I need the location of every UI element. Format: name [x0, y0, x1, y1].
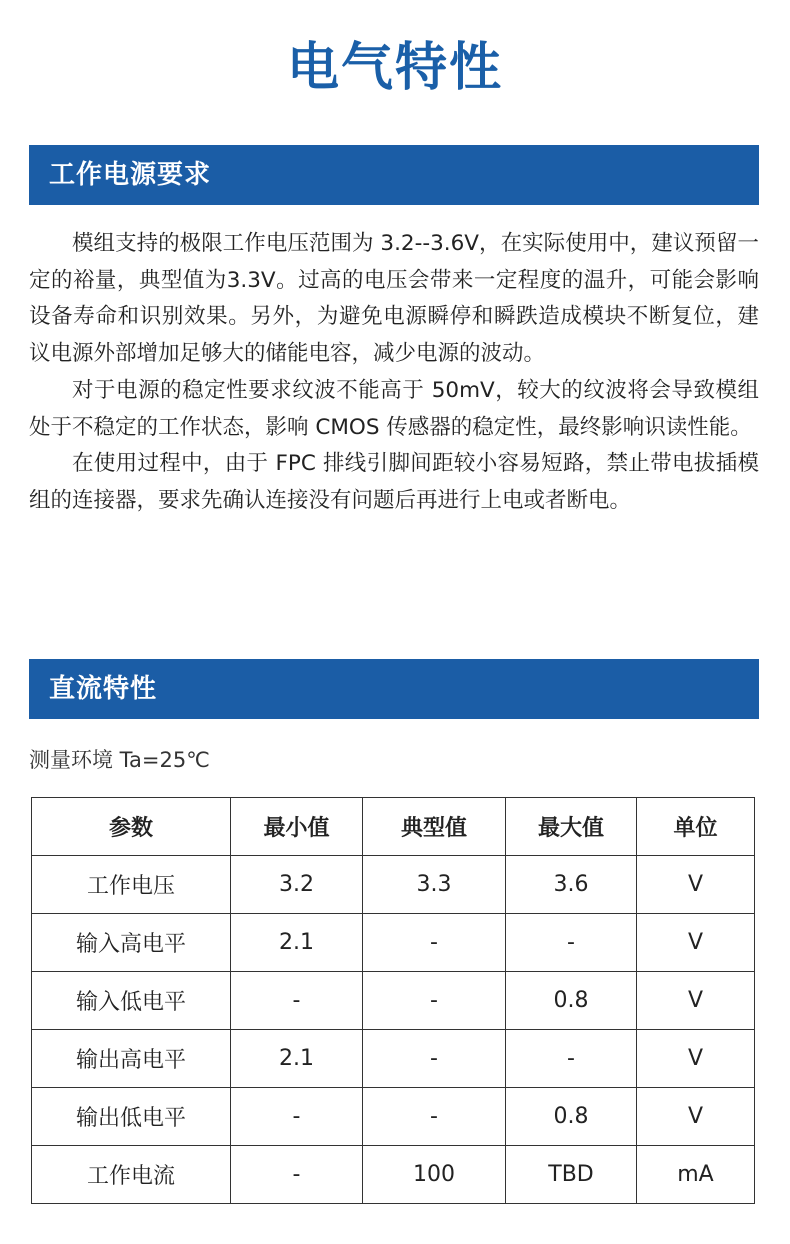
cell-min: 2.1: [231, 914, 363, 972]
cell-max: 0.8: [506, 972, 637, 1030]
table-header-row: [32, 798, 755, 856]
cell-param: 输出低电平: [32, 1088, 231, 1146]
section-heading-power: 工作电源要求: [29, 145, 759, 205]
measurement-environment: 测量环境 Ta=25℃: [29, 748, 210, 772]
header-typ: 典型值: [363, 798, 506, 856]
header-min: 最小值: [231, 798, 363, 856]
table-row: [32, 1146, 755, 1204]
cell-param: 输出高电平: [32, 1030, 231, 1088]
power-requirements-text: [29, 226, 759, 520]
page-title: 电气特性: [286, 38, 503, 98]
cell-min: 3.2: [231, 856, 363, 914]
cell-max: TBD: [506, 1146, 637, 1204]
cell-unit: V: [637, 972, 755, 1030]
cell-min: -: [231, 972, 363, 1030]
cell-typ: -: [363, 1030, 506, 1088]
paragraph-voltage-range: 模组支持的极限工作电压范围为 3.2--3.6V，在实际使用中，建议预留一定的裕量，典型值为3.3V。过高的电压会带来一定程度的温升，可能会影响设备寿命和识别效果。另外，为避免电源瞬停和瞬跌造成模块不断复位，建议电源外部增加足够大的储能电容，减少电源的波动。: [29, 231, 759, 367]
cell-max: 0.8: [506, 1088, 637, 1146]
cell-unit: mA: [637, 1146, 755, 1204]
cell-unit: V: [637, 856, 755, 914]
cell-max: 3.6: [506, 856, 637, 914]
table-row: [32, 914, 755, 972]
cell-max: -: [506, 1030, 637, 1088]
cell-unit: V: [637, 1030, 755, 1088]
cell-typ: -: [363, 1088, 506, 1146]
cell-typ: -: [363, 914, 506, 972]
table-row: [32, 856, 755, 914]
cell-unit: V: [637, 914, 755, 972]
cell-typ: 100: [363, 1146, 506, 1204]
cell-min: -: [231, 1146, 363, 1204]
cell-typ: -: [363, 972, 506, 1030]
cell-param: 工作电流: [32, 1146, 231, 1204]
cell-typ: 3.3: [363, 856, 506, 914]
header-unit: 单位: [637, 798, 755, 856]
table-row: [32, 1030, 755, 1088]
cell-param: 输入高电平: [32, 914, 231, 972]
paragraph-hot-plug: 在使用过程中，由于 FPC 排线引脚间距较小容易短路，禁止带电拔插模组的连接器，要求先确认连接没有问题后再进行上电或者断电。: [29, 451, 759, 513]
cell-param: 输入低电平: [32, 972, 231, 1030]
dc-characteristics-table: [31, 797, 755, 1204]
section-heading-dc: 直流特性: [29, 659, 759, 719]
cell-param: 工作电压: [32, 856, 231, 914]
cell-min: -: [231, 1088, 363, 1146]
cell-unit: V: [637, 1088, 755, 1146]
paragraph-ripple: 对于电源的稳定性要求纹波不能高于 50mV，较大的纹波将会导致模组处于不稳定的工作状态，影响 CMOS 传感器的稳定性，最终影响识读性能。: [29, 377, 759, 440]
table-row: [32, 972, 755, 1030]
header-param: 参数: [32, 798, 231, 856]
cell-max: -: [506, 914, 637, 972]
header-max: 最大值: [506, 798, 637, 856]
cell-min: 2.1: [231, 1030, 363, 1088]
table-row: [32, 1088, 755, 1146]
